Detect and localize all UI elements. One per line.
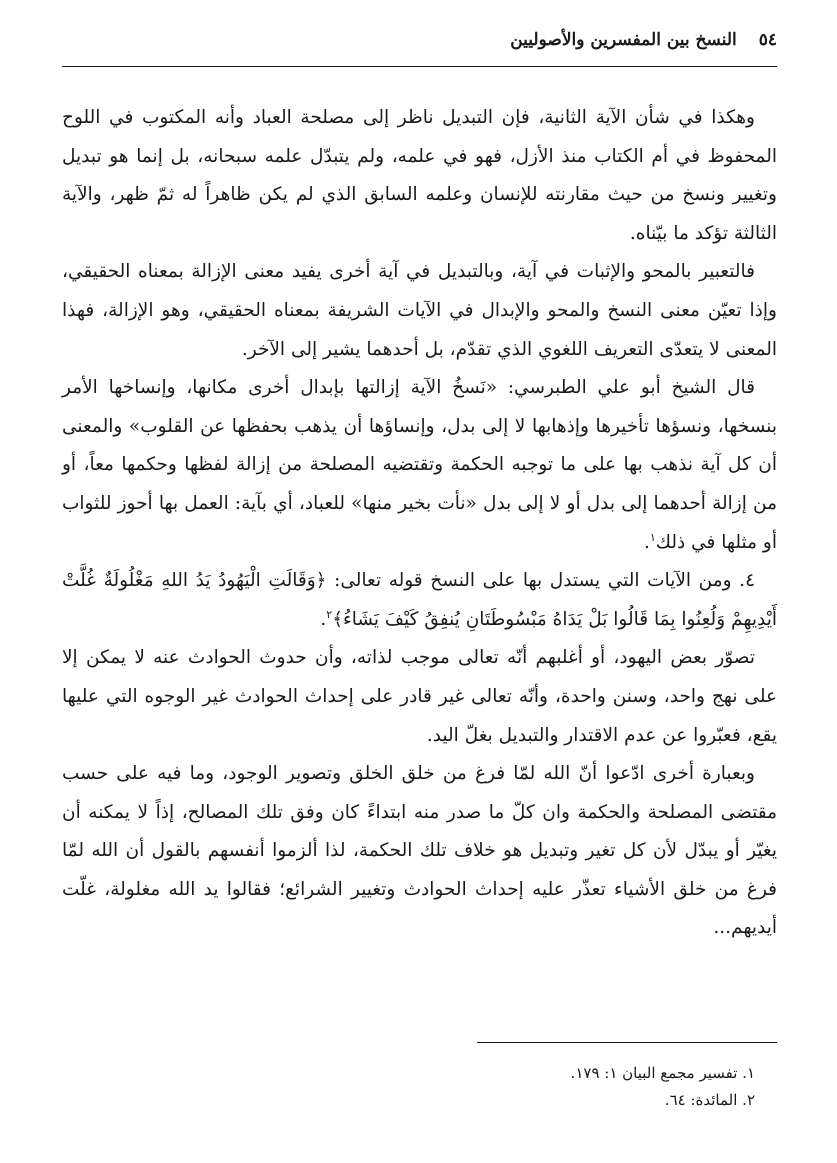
footnote-divider <box>477 1042 777 1043</box>
footnote-ref: ٢ <box>326 607 333 621</box>
paragraph-text: قال الشيخ أبو علي الطبرسي: «نَسخُ الآية إزالتها بإبدال أخرى مكانها، وإنساخها الأمر بنسخها، ونسؤها تأخيرها وإذهابها لا إلى بدل، وإنساؤها أن يذهب بحفظها عن القلوب» والمعنى أن كل آية نذهب بها على ما توجبه الحكمة وتقتضيه المصلحة من إزالة لفظها وحكمها معاً، أو من إزالة أحدهما إلى بدل أو لا إلى بدل «نأت بخير منها» للعباد، أي بآية: العمل بها أحوز للثواب أو مثلها في ذلك <box>62 377 777 553</box>
footnote-ref: ١ <box>649 530 656 544</box>
verse-paragraph <box>62 562 777 639</box>
quran-verse: ﴿وَقَالَتِ الْيَهُودُ يَدُ اللهِ مَغْلُولَةٌ غُلَّتْ أَيْدِيهِمْ وَلُعِنُوا بِمَا قَالُوا بَلْ يَدَاهُ مَبْسُوطَتَانِ يُنفِقُ كَيْفَ يَشَاءُ﴾ <box>62 570 777 630</box>
body-text <box>62 99 777 948</box>
footnotes <box>571 1060 755 1114</box>
paragraph: تصوّر بعض اليهود، أو أغلبهم أنّه تعالى موجب لذاته، وأن حدوث الحوادث عنه لا يمكن إلا على نهج واحد، وسنن واحدة، وأنّه تعالى غير قادر على إحداث الحوادث غير الوجوه التي عليها يقع، فعبّروا عن عدم الاقتدار والتبديل بغلّ اليد. <box>62 647 777 746</box>
paragraph: وبعبارة أخرى ادّعوا أنّ الله لمّا فرغ من خلق الخلق وتصوير الوجود، وما فيه على حسب مقتضى المصلحة والحكمة وان كلّ ما صدر منه ابتداءً كان وفق تلك المصالح، إذاً لا يمكنه أن يغيّر أو يبدّل لأن كل تغير وتبديل هو خلاف تلك الحكمة، لذا ألزموا أنفسهم بالقول أن الله لمّا فرغ من خلق الأشياء تعذّر عليه إحداث الحوادث وتغيير الشرائع؛ فقالوا يد الله مغلولة، غلّت أيديهم... <box>62 763 777 939</box>
footnote: ٢. المائدة: ٦٤. <box>664 1091 755 1109</box>
paragraph: قال الشيخ أبو علي الطبرسي: «نَسخُ الآية إزالتها بإبدال أخرى مكانها، وإنساخها الأمر بنسخها، ونسؤها تأخيرها وإذهابها لا إلى بدل، وإنساؤها أن يذهب بحفظها عن القلوب» والمعنى أن كل آية نذهب بها على ما توجبه الحكمة وتقتضيه المصلحة من إزالة لفظها وحكمها معاً، أو من إزالة أحدهما إلى بدل أو لا إلى بدل «نأت بخير منها» للعباد، أي بآية: العمل بها أحوز للثواب أو مثلها في ذلك$^١$. <box>62 377 777 553</box>
paragraph: وهكذا في شأن الآية الثانية، فإن التبديل ناظر إلى مصلحة العباد وأنه المكتوب في اللوح المحفوظ في أم الكتاب منذ الأزل، فهو في علمه، ولم يتبدّل علمه سبحانه، بل إنما هو تبديل وتغيير ونسخ من حيث مقارنته للإنسان وعلمه السابق الذي لم يكن ظاهراً له ثمّ ظهر، والآية الثالثة تؤكد ما بيّناه. <box>62 107 777 244</box>
running-header <box>62 30 777 67</box>
page-number: ٥٤ <box>758 30 777 50</box>
verse-end: . <box>320 608 327 630</box>
verse-intro: ٤. ومن الآيات التي يستدل بها على النسخ قوله تعالى: <box>326 570 755 592</box>
running-title: النسخ بين المفسرين والأصوليين <box>510 30 737 50</box>
paragraph: فالتعبير بالمحو والإثبات في آية، وبالتبديل في آية أخرى يفيد معنى الإزالة بمعناه الحقيقي، وإذا تعيّن معنى النسخ والمحو والإبدال في الآيات الشريفة بمعناه الحقيقي، وهو الإزالة، فهذا المعنى لا يتعدّى التعريف اللغوي الذي تقدّم، بل أحدهما يشير إلى الآخر. <box>62 261 777 360</box>
footnote: ١. تفسير مجمع البيان ١: ١٧٩. <box>570 1064 755 1082</box>
document-page <box>62 30 777 1140</box>
